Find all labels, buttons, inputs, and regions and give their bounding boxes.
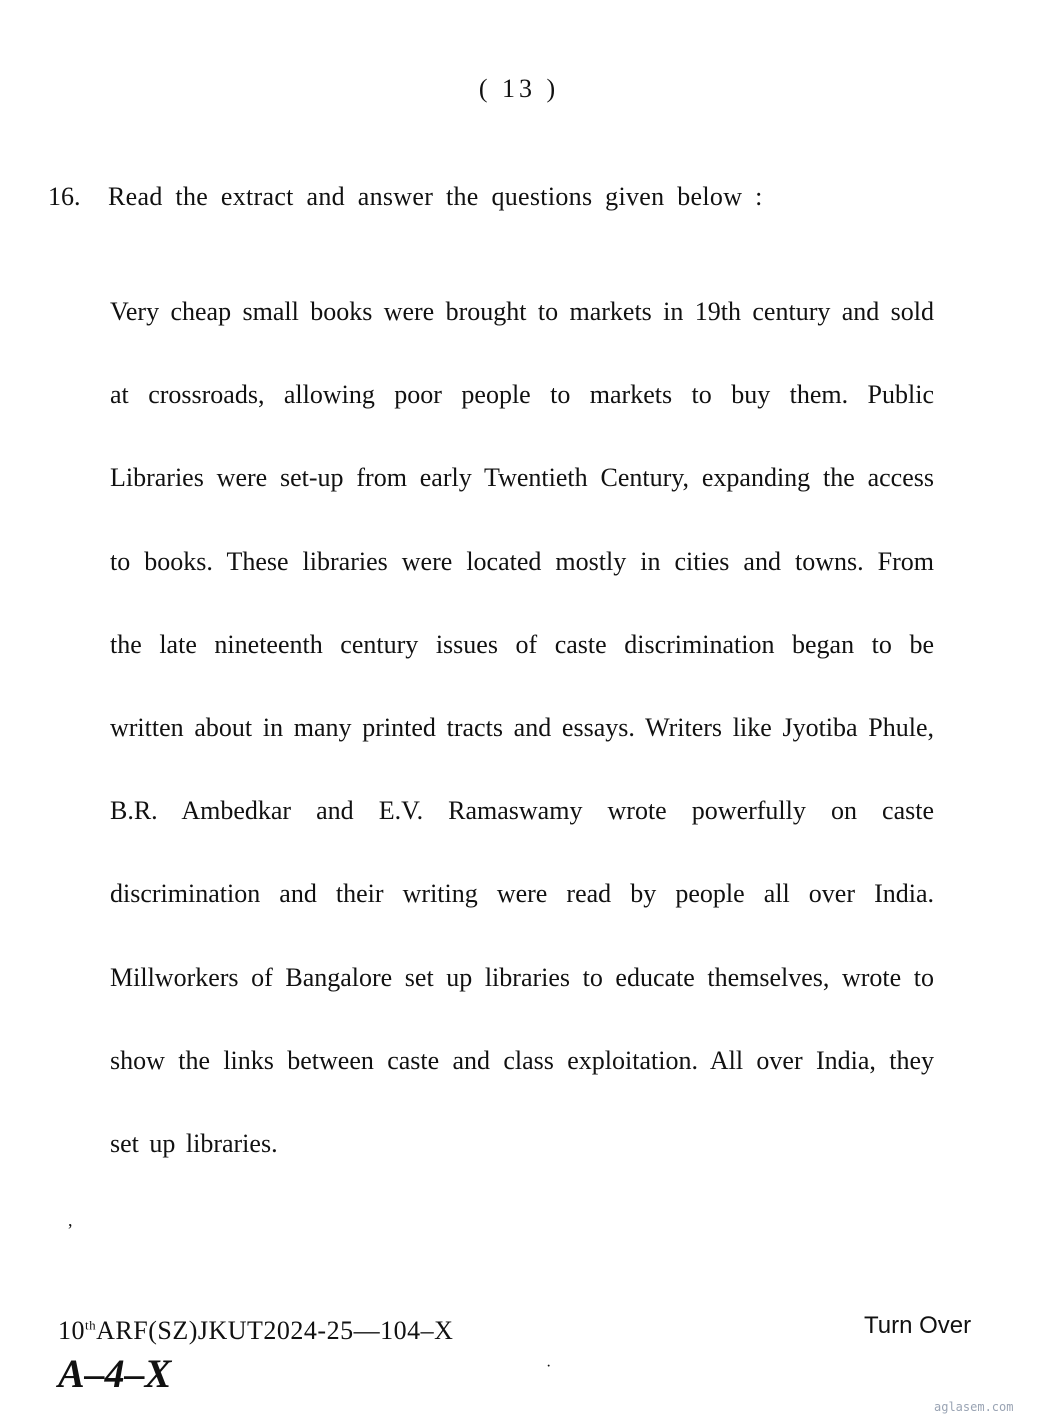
scan-mark: ·	[546, 1358, 552, 1375]
scan-mark: ,	[68, 1210, 73, 1230]
page-number: ( 13 )	[478, 74, 560, 103]
paper-code-superscript: th	[85, 1317, 97, 1333]
question-number: 16.	[48, 182, 81, 211]
paper-code-rest: ARF(SZ)JKUT2024-25—104–X	[96, 1316, 454, 1345]
paper-code-prefix: 10	[58, 1316, 85, 1345]
extract-passage: Very cheap small books were brought to markets in 19th century and sold at crossroads, allowing poor people to markets to buy them. Public Libraries were set-up from early Twentieth Century, expanding the access to books. These libraries were located mostly in cities and towns. From the late nineteenth century issues of caste discrimination began to be written about in many printed tracts and essays. Writers like Jyotiba Phule, B.R. Ambedkar and E.V. Ramaswamy wrote powerfully on caste discrimination and their writing were read by people all over India. Millworkers of Bangalore set up libraries to educate themselves, wrote to show the links between caste and class exploitation. All over India, they set up libraries.	[110, 297, 934, 1159]
set-code: A–4–X	[58, 1351, 172, 1396]
paper-code	[58, 1316, 453, 1346]
question-prompt: Read the extract and answer the questions given below :	[108, 182, 763, 211]
watermark: aglasem.com	[934, 1400, 1014, 1414]
turn-over-label: Turn Over	[864, 1312, 972, 1339]
